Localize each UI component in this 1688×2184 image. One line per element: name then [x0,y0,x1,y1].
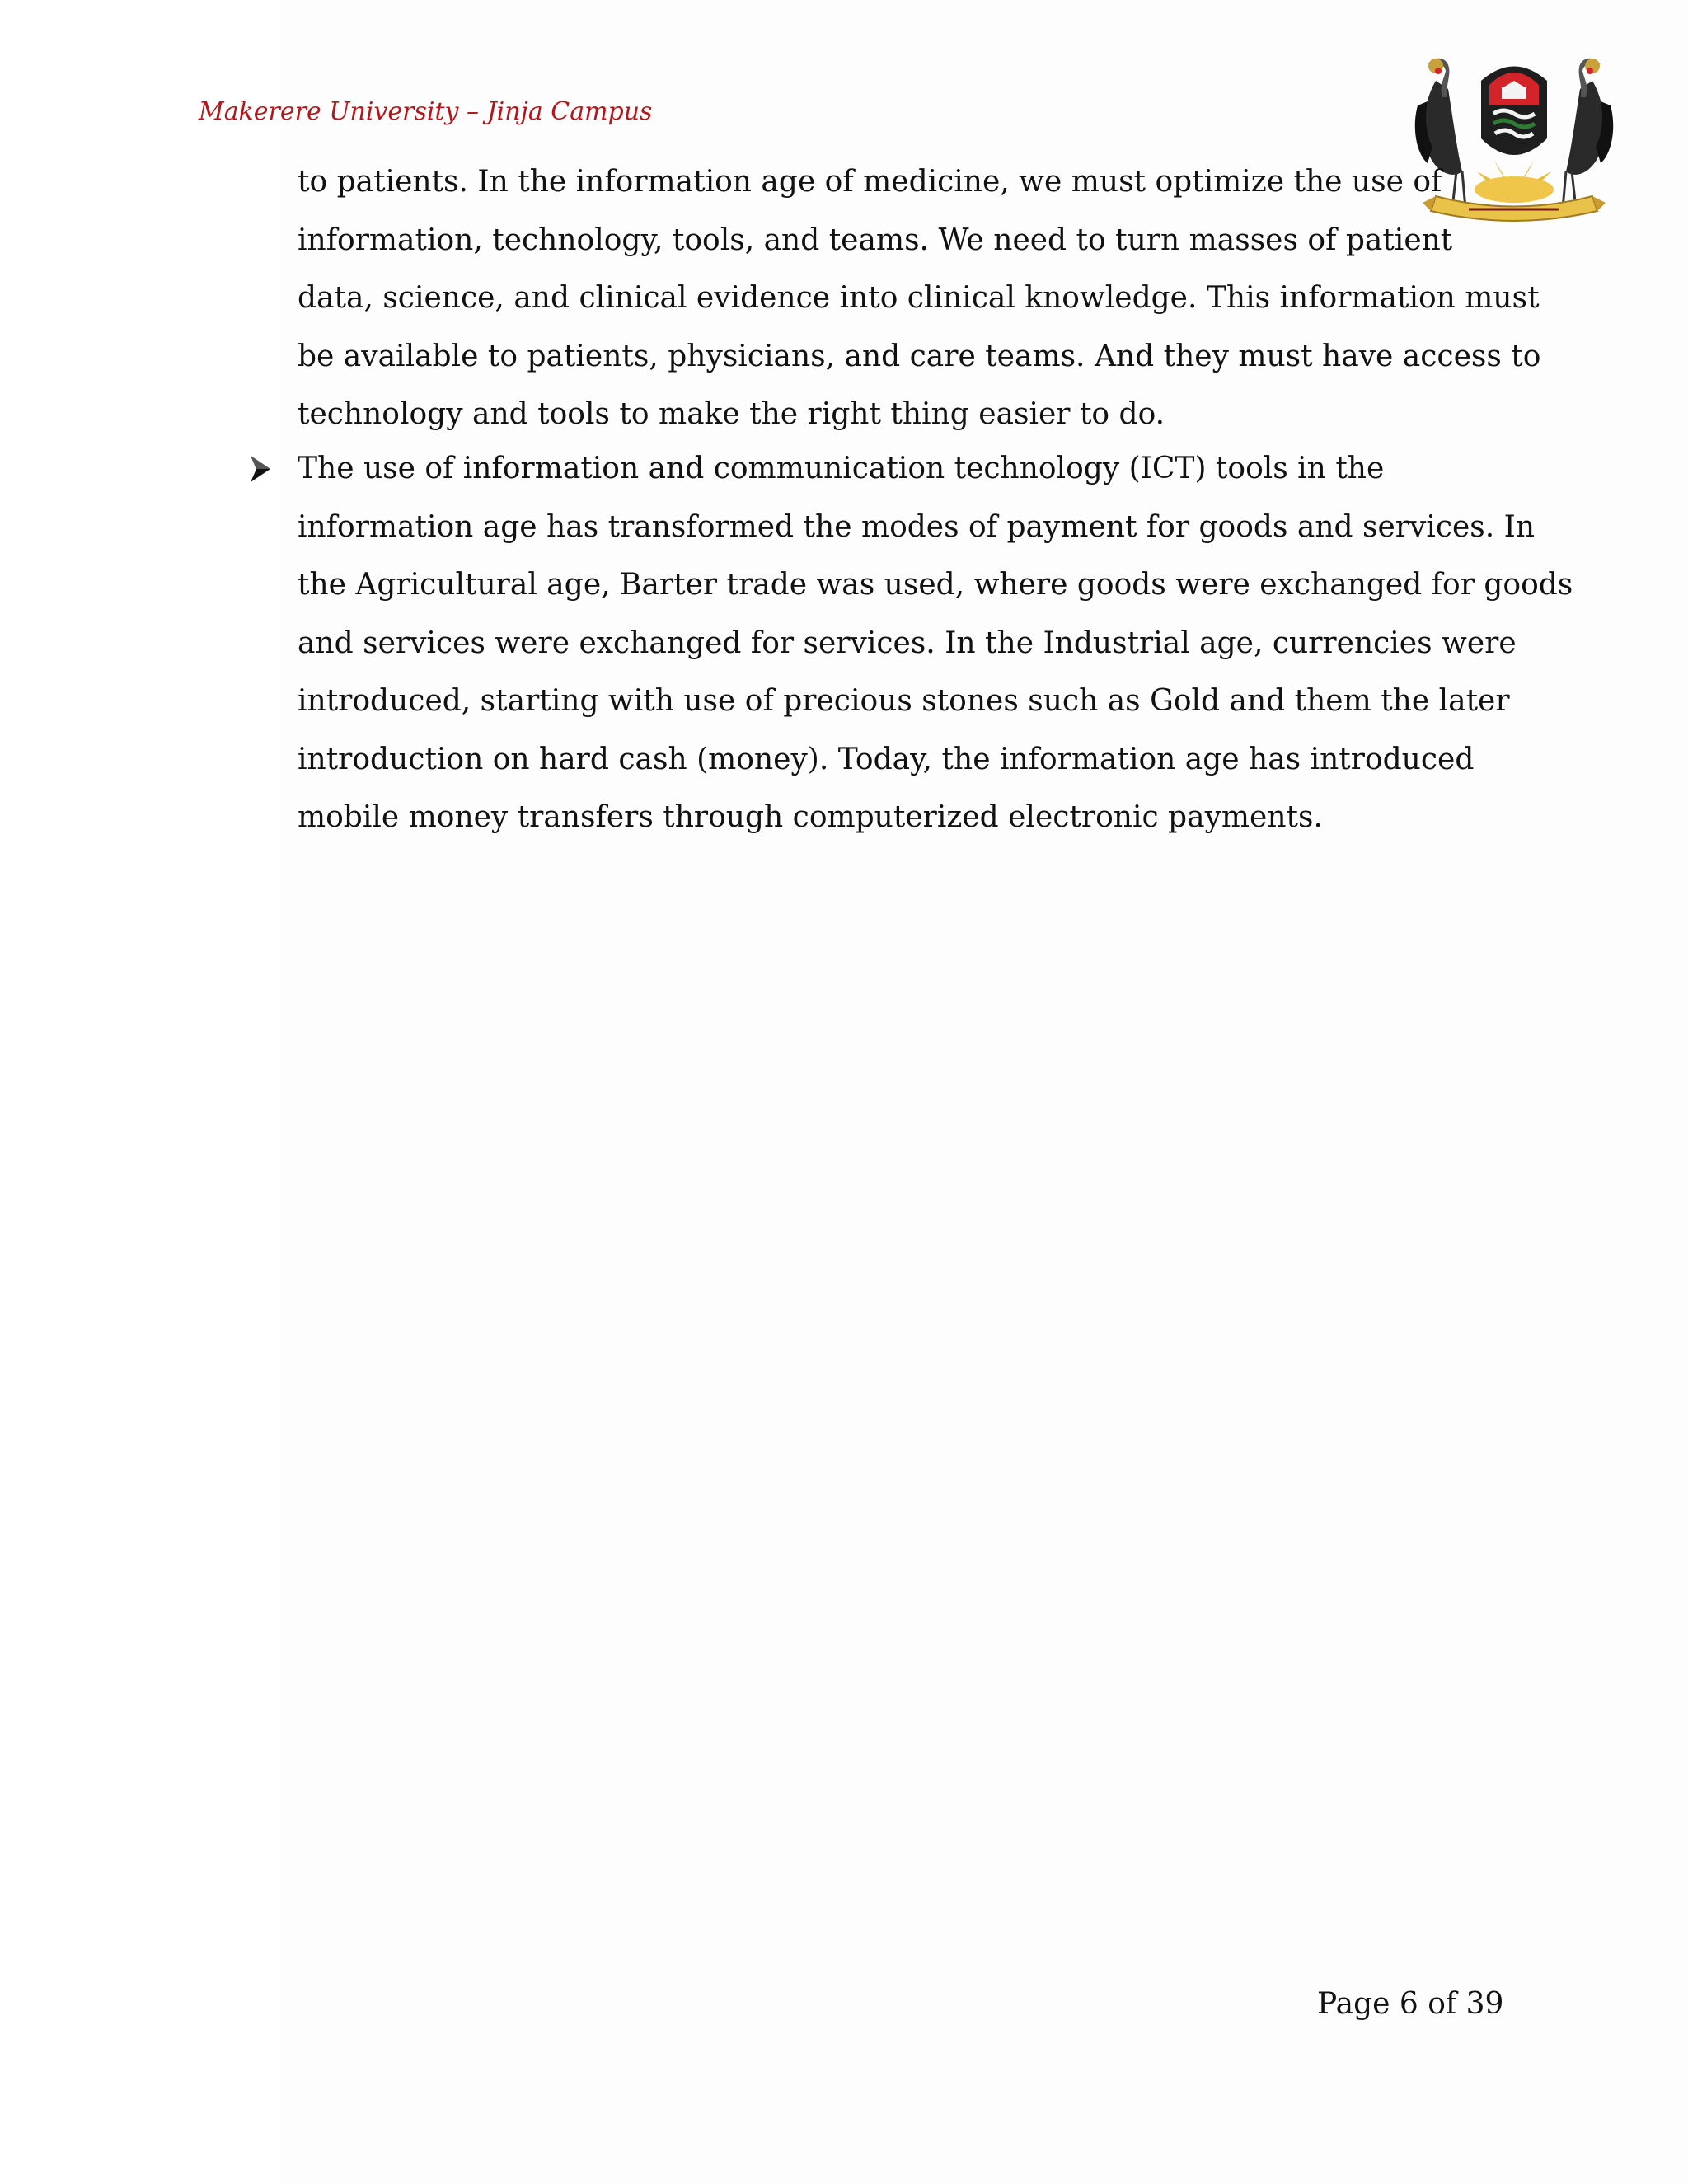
shield-icon [1481,67,1547,156]
text-line: data, science, and clinical evidence into clinical knowledge. This information must [298,281,1540,315]
text-line: technology and tools to make the right thing easier to do. [298,397,1165,431]
text-line: introduced, starting with use of precious stones such as Gold and them the later [298,684,1510,718]
header-institution: Makerere University – Jinja Campus [199,97,653,126]
text-line: to patients. In the information age of medicine, we must optimize the use of [298,165,1442,199]
text-line: information age has transformed the modes of payment for goods and services. In [298,509,1536,544]
text-line: mobile money transfers through computerized electronic payments. [298,800,1323,834]
text-line: information, technology, tools, and teams. We need to turn masses of patient [298,223,1453,257]
paragraph-continuation [298,153,1541,444]
page-number: Page 6 of 39 [1317,1987,1504,2021]
text-line: and services were exchanged for services. In the Industrial age, currencies were [298,626,1517,660]
bullet-paragraph [298,440,1573,847]
text-line: the Agricultural age, Barter trade was used, where goods were exchanged for goods [298,568,1573,602]
arrowhead-bullet-icon [249,452,274,485]
right-crane-icon [1563,59,1613,209]
text-line: introduction on hard cash (money). Today, the information age has introduced [298,742,1475,776]
text-line: be available to patients, physicians, and care teams. And they must have access to [298,339,1541,373]
text-line: The use of information and communication technology (ICT) tools in the [298,452,1385,485]
